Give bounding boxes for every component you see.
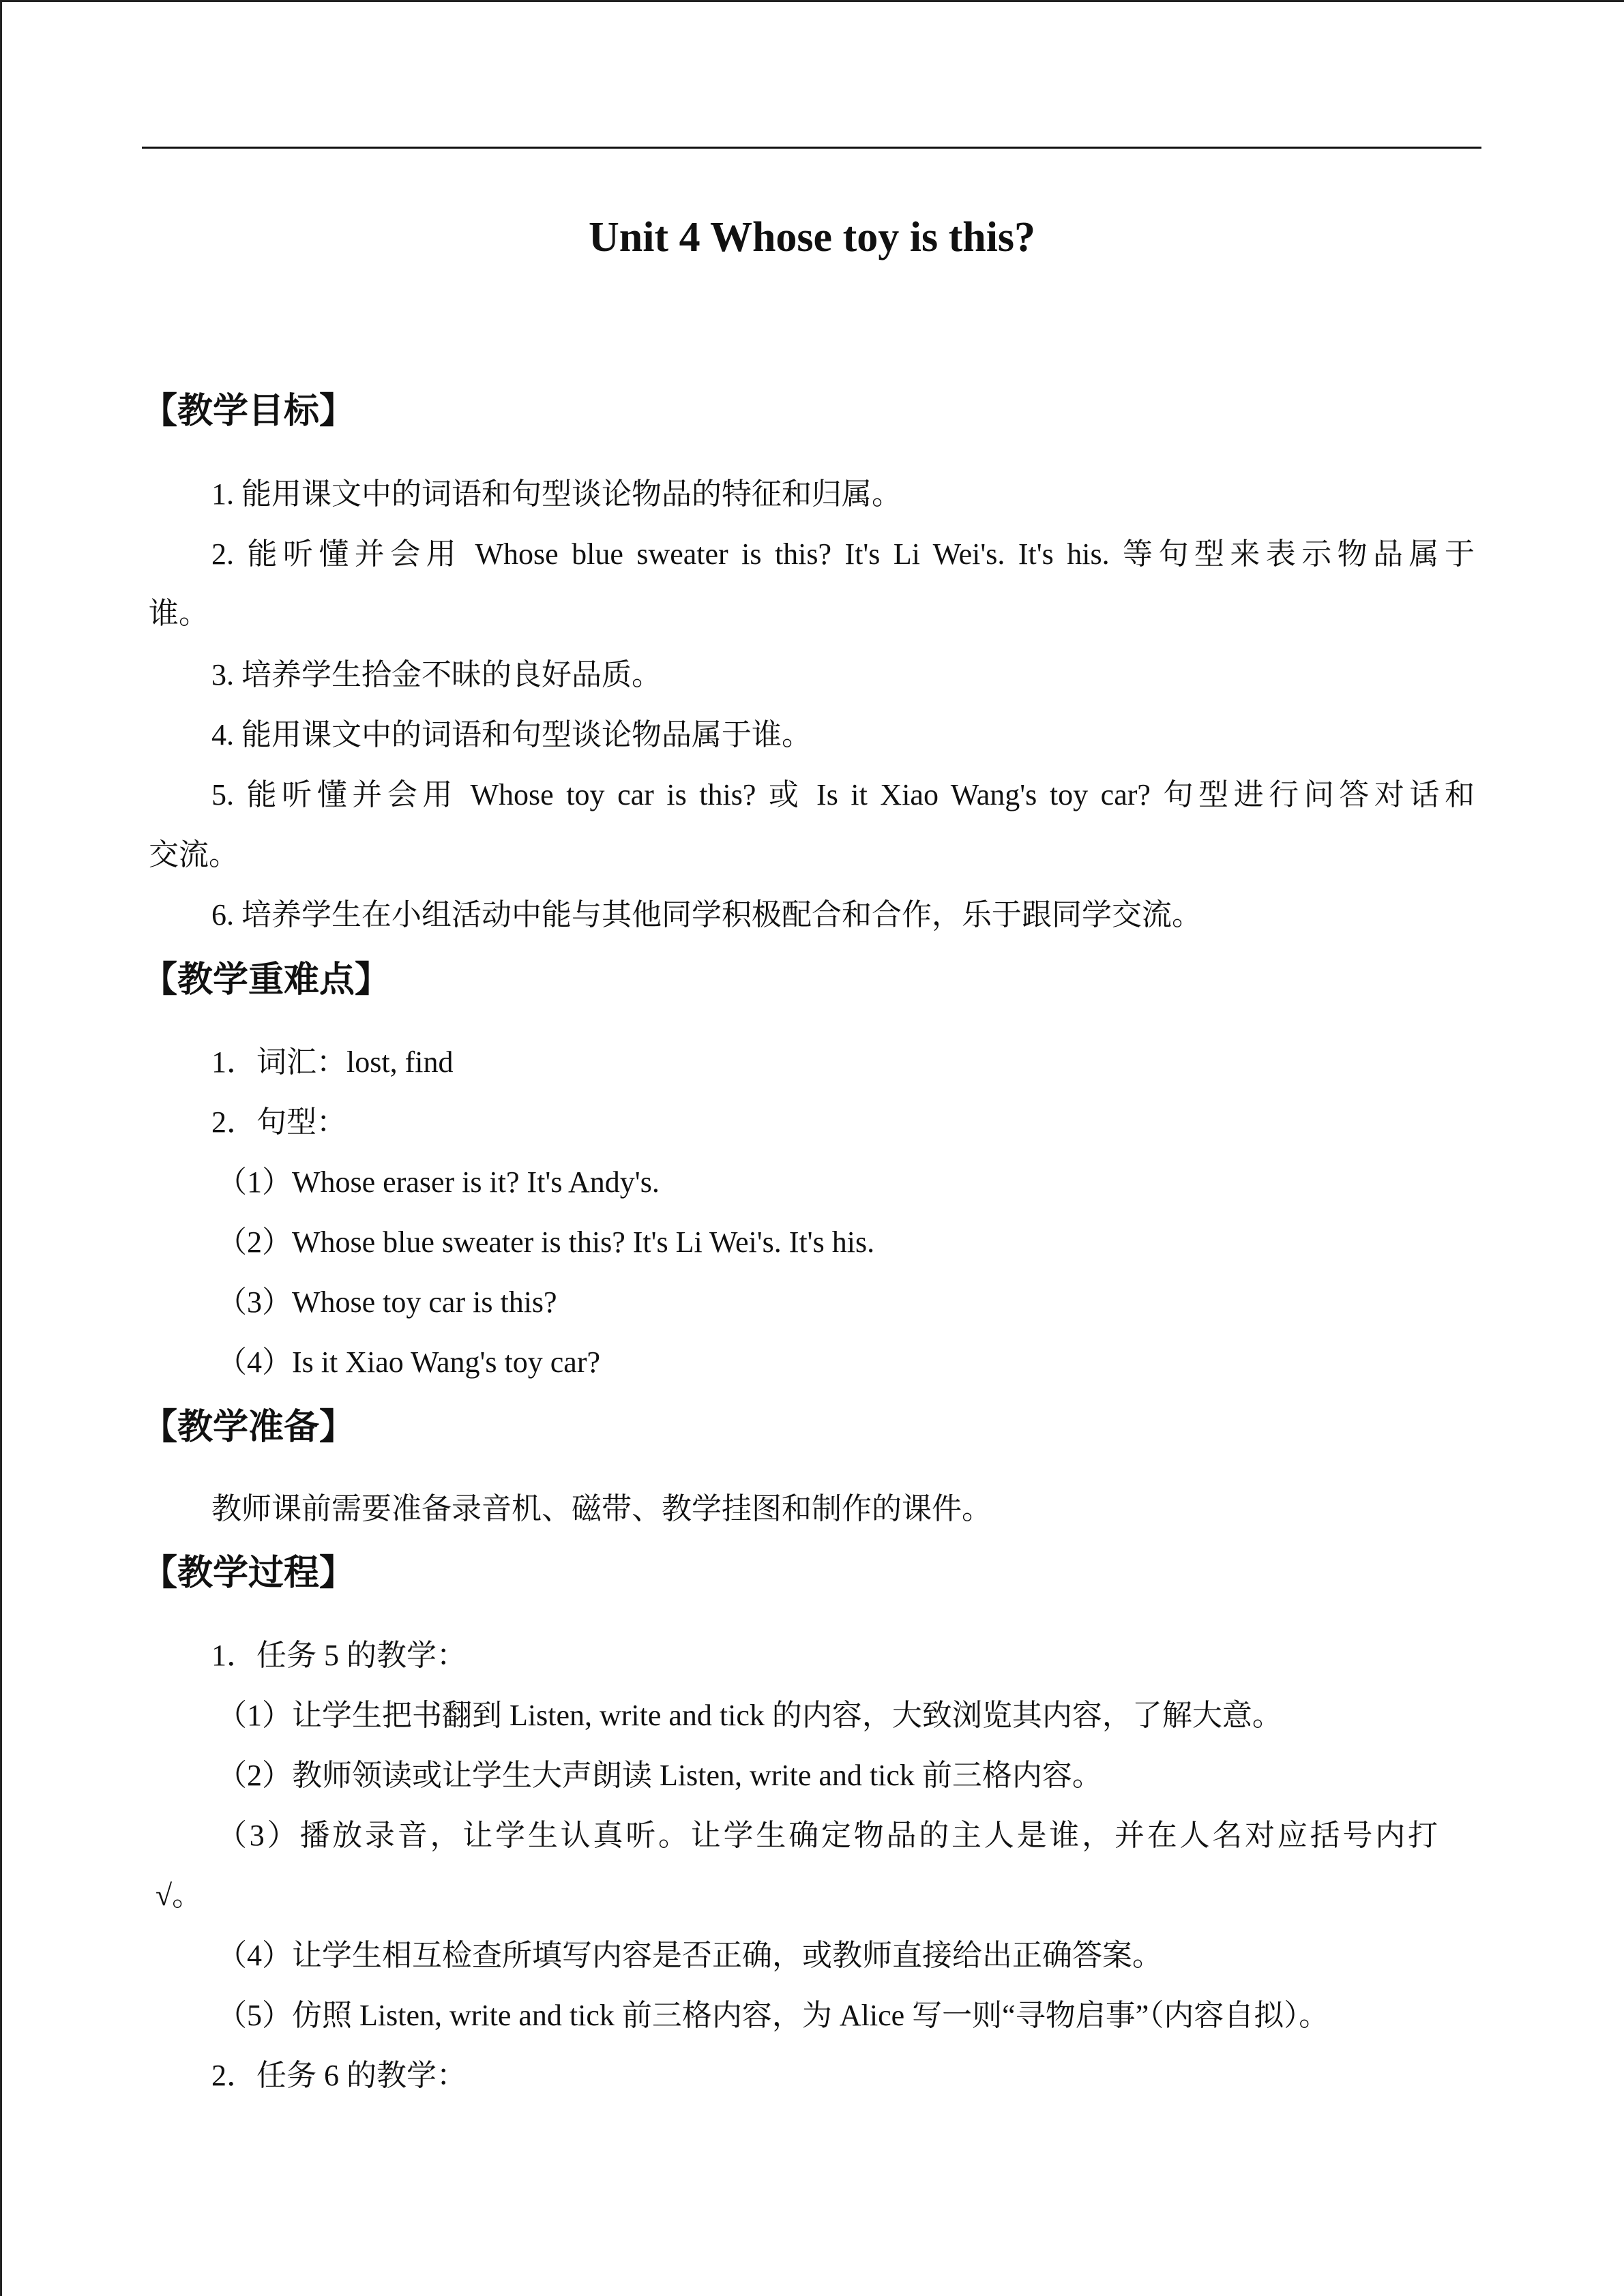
process-step: （4）让学生相互检查所填写内容是否正确，或教师直接给出正确答案。 [217, 1939, 1162, 1972]
objective-item: 3. 培养学生拾金不昧的良好品质。 [211, 658, 662, 691]
objective-item-continuation: 交流。 [149, 838, 239, 871]
objective-item: 2. 能听懂并会用 Whose blue sweater is this? It's Li Wei's. It's his. 等句型来表示物品属于 [211, 537, 1475, 571]
objective-item: 5. 能听懂并会用 Whose toy car is this? 或 Is it Xiao Wang's toy car? 句型进行问答对话和 [211, 778, 1475, 811]
sentence-pattern-item: （4）Is it Xiao Wang's toy car? [217, 1345, 601, 1379]
sentence-pattern-item: （1）Whose eraser is it? It's Andy's. [217, 1165, 660, 1199]
process-step: （1）让学生把书翻到 Listen, write and tick 的内容，大致浏览其内容，了解大意。 [217, 1699, 1282, 1732]
process-step: （2）教师领读或让学生大声朗读 Listen, write and tick 前三格内容。 [217, 1759, 1102, 1792]
page-border-top [0, 0, 1624, 2]
section-heading-preparation: 【教学准备】 [142, 1407, 355, 1448]
sentence-pattern-item: （3）Whose toy car is this? [217, 1285, 557, 1319]
objective-item: 6. 培养学生在小组活动中能与其他同学积极配合和合作，乐于跟同学交流。 [211, 898, 1202, 931]
document-title: Unit 4 Whose toy is this? [588, 214, 1036, 260]
header-rule [142, 147, 1481, 149]
key-point-item: 1．词汇：lost, find [211, 1045, 454, 1079]
key-point-item: 2．句型： [211, 1105, 346, 1139]
objective-item: 1. 能用课文中的词语和句型谈论物品的特征和归属。 [211, 477, 902, 511]
sentence-pattern-item: （2）Whose blue sweater is this? It's Li Wei's. It's his. [217, 1225, 875, 1259]
preparation-text: 教师课前需要准备录音机、磁带、教学挂图和制作的课件。 [211, 1492, 992, 1525]
process-item: 1．任务 5 的教学： [211, 1639, 467, 1672]
objective-item-continuation: 谁。 [149, 597, 209, 630]
process-item: 2．任务 6 的教学： [211, 2059, 467, 2092]
process-step: （5）仿照 Listen, write and tick 前三格内容，为 Alice 写一则“寻物启事”（内容自拟）。 [217, 1999, 1329, 2032]
process-step-continuation: √。 [156, 1879, 203, 1912]
page-border-left [0, 0, 2, 2296]
objective-item: 4. 能用课文中的词语和句型谈论物品属于谁。 [211, 718, 812, 751]
process-step: （3）播放录音，让学生认真听。让学生确定物品的主人是谁，并在人名对应括号内打 [217, 1819, 1438, 1852]
section-heading-process: 【教学过程】 [142, 1553, 355, 1594]
section-heading-objectives: 【教学目标】 [142, 391, 355, 432]
section-heading-key-points: 【教学重难点】 [142, 959, 391, 1000]
